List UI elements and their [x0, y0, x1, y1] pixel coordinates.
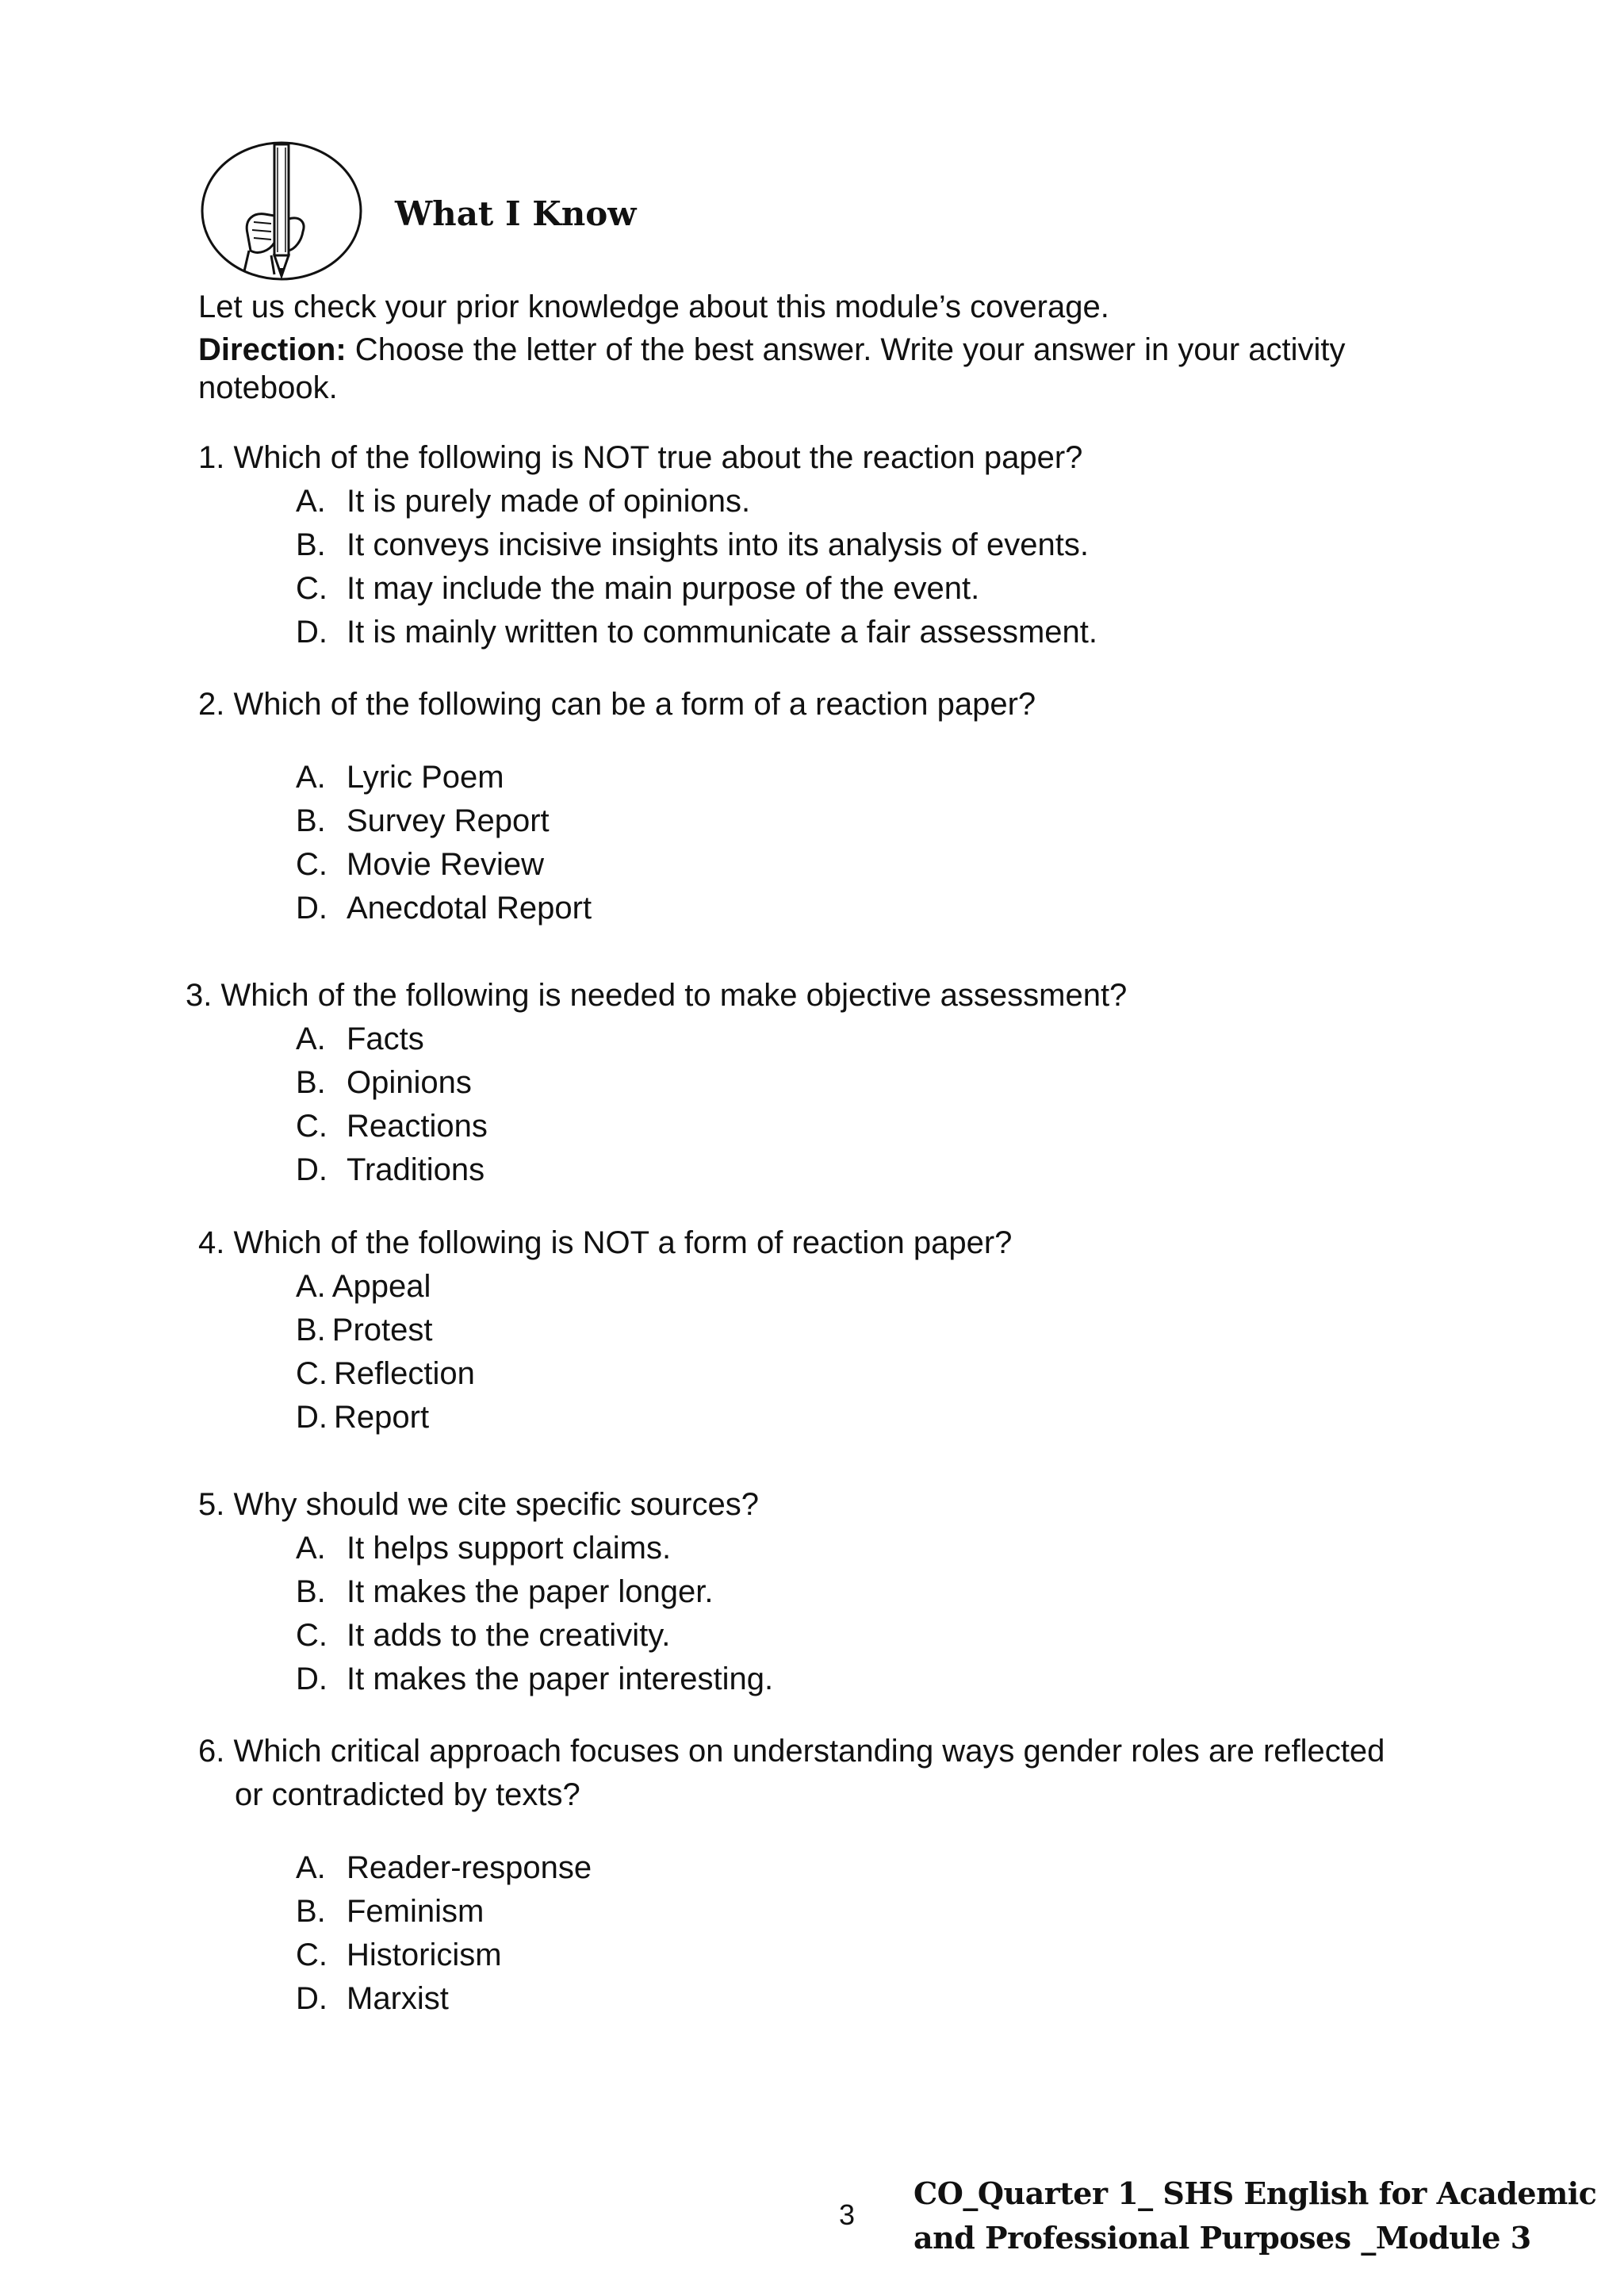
- option-text: It adds to the creativity.: [347, 1618, 671, 1653]
- question-1-stem: 1. Which of the following is NOT true about the reaction paper?: [198, 440, 1083, 475]
- question-1-option-c: [296, 569, 979, 608]
- option-letter: B.: [296, 1894, 326, 1929]
- option-letter: D.: [296, 1662, 327, 1696]
- option-text: Traditions: [347, 1152, 485, 1187]
- page-number: 3: [839, 2198, 856, 2231]
- option-text: It makes the paper interesting.: [347, 1662, 774, 1696]
- option-letter: B.: [296, 1065, 326, 1100]
- question-2-option-a: [296, 757, 504, 797]
- option-text: Opinions: [347, 1065, 472, 1100]
- option-letter: C.: [296, 1938, 327, 1972]
- option-letter: D.: [296, 615, 327, 650]
- direction-text: [198, 330, 1346, 370]
- option-letter: C.: [296, 1356, 327, 1391]
- question-4-option-a: [296, 1267, 431, 1306]
- option-letter: A.: [296, 760, 326, 795]
- option-letter: A.: [296, 1269, 326, 1304]
- question-3-option-c: [296, 1106, 488, 1146]
- option-text: Appeal: [331, 1269, 431, 1304]
- option-text: It is mainly written to communicate a fair assessment.: [347, 615, 1097, 650]
- question-5-option-d: [296, 1659, 773, 1699]
- option-letter: C.: [296, 1109, 327, 1144]
- question-6-option-c: [296, 1935, 502, 1975]
- option-letter: D.: [296, 1152, 327, 1187]
- question-1-option-a: [296, 481, 750, 521]
- question-6-stem: 6. Which critical approach focuses on understanding ways gender roles are reflected: [198, 1734, 1385, 1769]
- question-6-option-d: [296, 1979, 449, 2018]
- option-text: Reactions: [347, 1109, 488, 1144]
- option-letter: C.: [296, 571, 327, 606]
- question-2-option-c: [296, 845, 544, 884]
- footer-title: [914, 2171, 1596, 2260]
- option-text: It may include the main purpose of the event.: [347, 571, 980, 606]
- question-5-option-a: [296, 1528, 671, 1568]
- question-1-option-d: [296, 612, 1097, 652]
- question-5-stem: 5. Why should we cite specific sources?: [198, 1487, 759, 1522]
- option-letter: B.: [296, 1313, 326, 1347]
- option-letter: D.: [296, 891, 327, 926]
- option-text: Protest: [331, 1313, 433, 1347]
- question-2-stem: 2. Which of the following can be a form of a reaction paper?: [198, 687, 1036, 722]
- option-text: It is purely made of opinions.: [347, 484, 751, 519]
- footer-title-line-2: and Professional Purposes _Module 3: [914, 2220, 1531, 2256]
- option-letter: A.: [296, 1531, 326, 1566]
- option-text: Anecdotal Report: [347, 891, 592, 926]
- option-letter: A.: [296, 484, 326, 519]
- question-4-option-d: [296, 1397, 429, 1437]
- direction-label: Direction:: [198, 332, 347, 367]
- question-4-option-b: [296, 1310, 433, 1350]
- option-letter: D.: [296, 1400, 327, 1435]
- direction-line-2: notebook.: [198, 370, 338, 405]
- section-title: What I Know: [395, 194, 637, 233]
- option-text: It conveys incisive insights into its analysis of events.: [347, 527, 1089, 562]
- question-6-stem-line-2: or contradicted by texts?: [235, 1777, 580, 1812]
- question-4-stem: 4. Which of the following is NOT a form of reaction paper?: [198, 1225, 1013, 1260]
- option-letter: B.: [296, 527, 326, 562]
- option-text: Survey Report: [347, 803, 550, 838]
- option-text: It makes the paper longer.: [347, 1574, 714, 1609]
- option-text: It helps support claims.: [347, 1531, 672, 1566]
- direction-line-1: Choose the letter of the best answer. Write your answer in your activity: [346, 332, 1346, 367]
- footer-title-line-1: CO_Quarter 1_ SHS English for Academic: [914, 2175, 1597, 2211]
- option-text: Historicism: [347, 1938, 502, 1972]
- option-text: Reader-response: [347, 1850, 592, 1885]
- hand-holding-pencil-icon: [198, 140, 365, 282]
- option-letter: C.: [296, 1618, 327, 1653]
- option-letter: B.: [296, 1574, 326, 1609]
- intro-text: Let us check your prior knowledge about this module’s coverage.: [198, 289, 1109, 324]
- option-text: Movie Review: [347, 847, 544, 882]
- question-5-option-b: [296, 1572, 714, 1612]
- question-6-option-a: [296, 1848, 592, 1888]
- option-letter: D.: [296, 1981, 327, 2016]
- question-3-option-b: [296, 1063, 472, 1102]
- option-letter: A.: [296, 1022, 326, 1056]
- question-3-option-a: [296, 1019, 424, 1059]
- option-text: Facts: [347, 1022, 424, 1056]
- option-text: Report: [334, 1400, 430, 1435]
- option-text: Lyric Poem: [347, 760, 504, 795]
- question-5-option-c: [296, 1616, 670, 1655]
- question-2-option-d: [296, 888, 592, 928]
- option-letter: C.: [296, 847, 327, 882]
- option-letter: B.: [296, 803, 326, 838]
- question-2-option-b: [296, 801, 550, 841]
- question-4-option-c: [296, 1354, 475, 1393]
- question-3-option-d: [296, 1150, 485, 1190]
- question-6-option-b: [296, 1892, 484, 1931]
- option-letter: A.: [296, 1850, 326, 1885]
- question-3-stem: 3. Which of the following is needed to make objective assessment?: [186, 978, 1128, 1013]
- option-text: Reflection: [334, 1356, 475, 1391]
- option-text: Feminism: [347, 1894, 485, 1929]
- question-1-option-b: [296, 525, 1089, 565]
- option-text: Marxist: [347, 1981, 449, 2016]
